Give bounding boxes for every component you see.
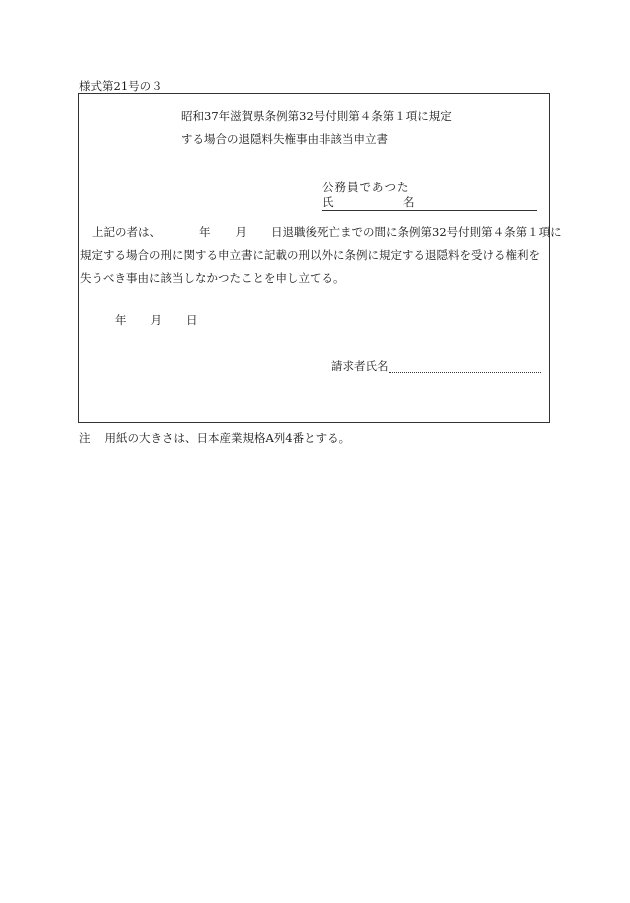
- claimant-name-label: 請求者氏名: [331, 359, 389, 373]
- name-label-first-char: 氏: [322, 195, 334, 209]
- declaration-line-1: [80, 221, 562, 244]
- declaration-year-label: 年: [199, 225, 211, 239]
- declaration-month-label: 月: [235, 225, 247, 239]
- former-official-label: 公務員であつた: [322, 180, 410, 194]
- name-label-second-char: 名: [403, 195, 415, 209]
- document-title-line-1: 昭和37年滋賀県条例第32号付則第４条第１項に規定: [181, 109, 452, 123]
- declaration-line-2: 規定する場合の刑に関する申立書に記載の刑以外に条例に規定する退隠料を受ける権利を: [80, 248, 540, 262]
- form-number: 様式第21号の３: [79, 79, 163, 93]
- document-title-line-2: する場合の退隠料失権事由非該当申立書: [181, 132, 388, 146]
- footnote: [79, 431, 350, 445]
- application-date[interactable]: [115, 313, 198, 327]
- declaration-subject: 上記の者は、: [92, 225, 161, 239]
- declaration-body: [79, 221, 562, 290]
- declaration-line-1-rest: 日退職後死亡までの間に条例第32号付則第４条第１項に: [271, 225, 562, 239]
- footnote-mark: 注: [79, 431, 91, 445]
- footnote-text: 用紙の大きさは、日本産業規格A列4番とする。: [104, 431, 351, 445]
- declaration-line-3: 失うべき事由に該当しなかつたことを申し立てる。: [80, 271, 345, 285]
- date-year-label: 年: [115, 313, 127, 327]
- official-name-field[interactable]: [322, 195, 537, 211]
- claimant-name-field[interactable]: [389, 372, 541, 373]
- date-month-label: 月: [150, 313, 162, 327]
- date-day-label: 日: [186, 313, 198, 327]
- form-box: [78, 93, 562, 423]
